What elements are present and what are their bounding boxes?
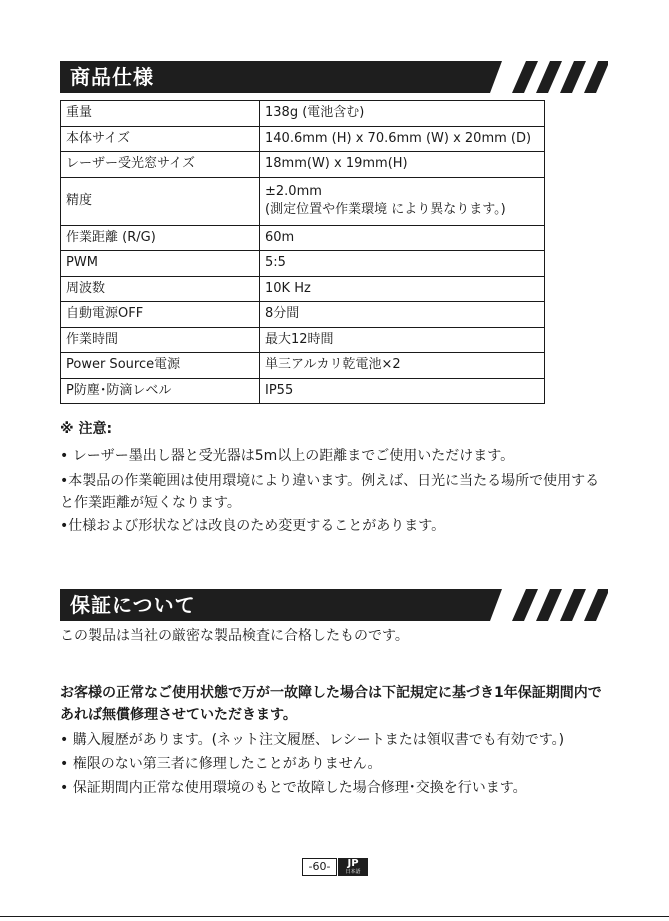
spec-label: 精度 [61,177,260,225]
spec-value: 60m [260,225,545,251]
spec-section-title: 商品仕様 [70,65,154,89]
spec-value-line: ±2.0mm [265,184,322,199]
spec-value: 140.6mm (H) x 70.6mm (W) x 20mm (D) [260,126,545,152]
note-item: •仕様および形状などは改良のため変更することがあります。 [60,518,446,534]
table-row [61,177,545,225]
table-row [61,101,545,127]
spec-label: 作業時間 [61,327,260,353]
table-row [61,152,545,178]
table-row [61,327,545,353]
warranty-item: • 購入履歴があります。(ネット注文履歴、レシートまたは領収書でも有効です。) [60,732,565,748]
spec-value: 138g (電池含む) [260,101,545,127]
stripes-decoration-icon [498,589,608,621]
table-row [61,353,545,379]
note-item: • レーザー墨出し器と受光器は5m以上の距離までご使用いただけます。 [60,448,515,464]
spec-value: 最大12時間 [260,327,545,353]
spec-value: 単三アルカリ乾電池×2 [260,353,545,379]
spec-label: 作業距離 (R/G) [61,225,260,251]
table-row [61,378,545,404]
language-badge [338,858,368,876]
spec-value: 10K Hz [260,276,545,302]
spec-label: 本体サイズ [61,126,260,152]
stripes-decoration-icon [498,61,608,93]
warranty-item: • 保証期間内正常な使用環境のもとで故障した場合修理･交換を行います。 [60,780,527,796]
spec-value: 8分間 [260,302,545,328]
note-item: •本製品の作業範囲は使用環境により違います。例えば、日光に当たる場所で使用すると作業距離が短くなります。 [60,473,600,511]
language-name: 日本語 [345,869,361,875]
bottom-divider [0,916,669,917]
spec-table [60,100,545,404]
table-row [61,302,545,328]
table-row [61,276,545,302]
notes-heading: ※ 注意: [60,421,113,437]
table-row [61,251,545,277]
spec-label: 重量 [61,101,260,127]
spec-section-header [60,61,608,93]
page-number: -60- [302,858,337,876]
language-code: JP [347,858,359,869]
spec-value: IP55 [260,378,545,404]
warranty-item: • 権限のない第三者に修理したことがありません。 [60,756,382,772]
warranty-statement: お客様の正常なご使用状態で万が一故障した場合は下記規定に基づき1年保証期間内であれば無償修理させていただきます。 [60,685,602,723]
spec-value: 18mm(W) x 19mm(H) [260,152,545,178]
warranty-section-header [60,589,608,621]
table-row [61,126,545,152]
spec-value [260,177,545,225]
spec-label: P防塵･防滴レベル [61,378,260,404]
spec-label: レーザー受光窓サイズ [61,152,260,178]
spec-value: 5:5 [260,251,545,277]
spec-label: 周波数 [61,276,260,302]
spec-label: 自動電源OFF [61,302,260,328]
spec-label: PWM [61,251,260,277]
spec-label: Power Source電源 [61,353,260,379]
spec-value-note: (測定位置や作業環境 により異なります。) [265,202,506,217]
warranty-intro: この製品は当社の厳密な製品検査に合格したものです。 [60,628,409,644]
table-row [61,225,545,251]
warranty-section-title: 保証について [70,593,196,617]
